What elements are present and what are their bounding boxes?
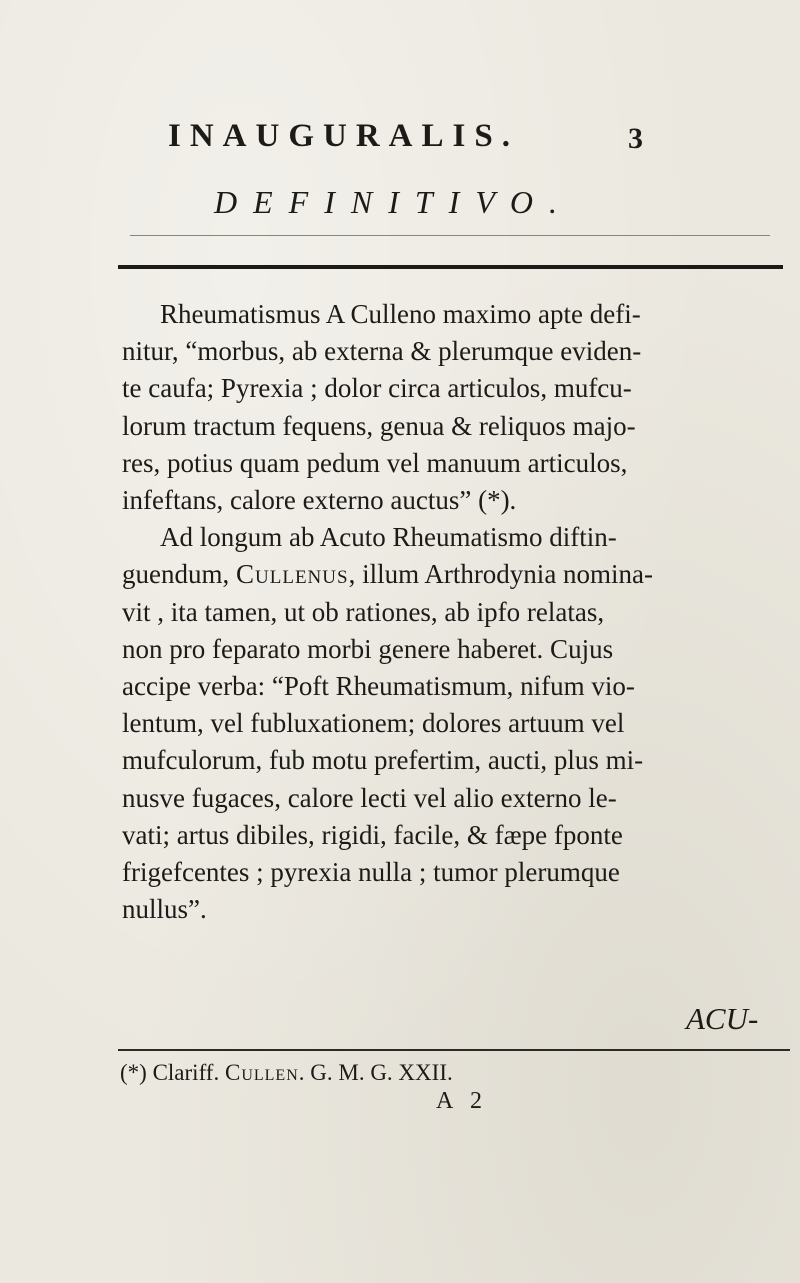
text-line: te caufa; Pyrexia ; dolor circa articulos, mufcu- bbox=[122, 373, 632, 404]
paragraph-2 bbox=[122, 519, 762, 928]
footnote bbox=[120, 1060, 453, 1086]
footnote-text-end: . G. M. G. XXII. bbox=[298, 1060, 453, 1085]
text-line: res, potius quam pedum vel manuum articulos, bbox=[122, 447, 628, 478]
text-line: nitur, “morbus, ab externa & plerumque eviden- bbox=[122, 336, 642, 367]
author-name: Cullenus bbox=[236, 559, 349, 590]
footnote-text: Clariff. bbox=[152, 1060, 225, 1085]
catchword: ACU- bbox=[686, 1001, 759, 1036]
text-line: frigefcentes ; pyrexia nulla ; tumor plerumque bbox=[122, 857, 620, 888]
text-line: Rheumatismus A Culleno maximo apte defi- bbox=[160, 299, 641, 329]
text-line: lorum tractum fequens, genua & reliquos majo- bbox=[122, 410, 636, 441]
text-line: vati; artus dibiles, rigidi, facile, & fæpe fponte bbox=[122, 819, 623, 850]
signature-mark: A 2 bbox=[436, 1088, 489, 1114]
page-number: 3 bbox=[628, 122, 643, 155]
header-rule-thick bbox=[118, 265, 783, 269]
text-line: lentum, vel fubluxationem; dolores artuum vel bbox=[122, 708, 625, 739]
text-line: nusve fugaces, calore lecti vel alio externo le- bbox=[122, 782, 617, 813]
running-head bbox=[0, 118, 800, 178]
text-line: infeftans, calore externo auctus” (*). bbox=[122, 485, 517, 516]
footnote-rule bbox=[118, 1049, 790, 1051]
footnote-author: Cullen bbox=[224, 1060, 299, 1085]
text-line: Ad longum ab Acuto Rheumatismo diftin- bbox=[160, 522, 617, 553]
section-title: DEFINITIVO. bbox=[214, 184, 574, 220]
text-line: non pro feparato morbi genere haberet. Cujus bbox=[122, 633, 614, 664]
footnote-marker: (*) bbox=[120, 1060, 147, 1085]
running-title: INAUGURALIS. bbox=[168, 118, 519, 154]
text-line bbox=[122, 556, 762, 593]
text-fragment: , illum Arthrodynia nomina- bbox=[348, 559, 654, 590]
paragraph-1 bbox=[122, 296, 762, 519]
text-line: accipe verba: “Poft Rheumatismum, nifum vio- bbox=[122, 671, 635, 702]
header-rule-thin bbox=[130, 235, 770, 236]
text-line: nullus”. bbox=[122, 894, 207, 925]
text-line: vit , ita tamen, ut ob rationes, ab ipfo relatas, bbox=[122, 596, 605, 627]
body-text bbox=[122, 296, 762, 928]
text-fragment: guendum, bbox=[122, 559, 236, 590]
text-line: mufculorum, fub motu prefertim, aucti, plus mi- bbox=[122, 745, 644, 776]
